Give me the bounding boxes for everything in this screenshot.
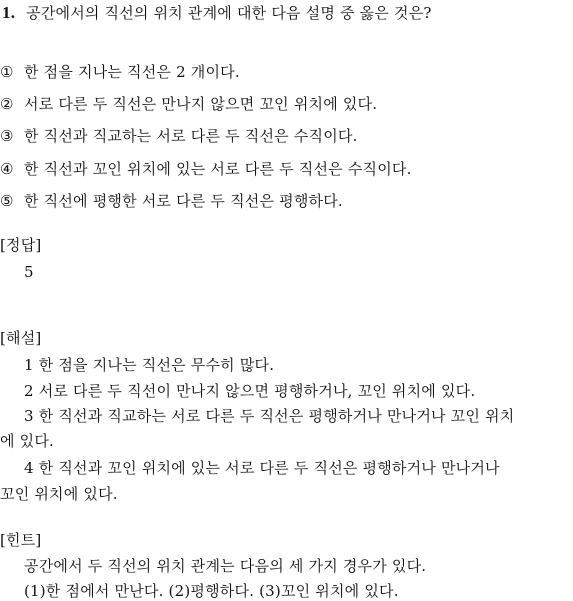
choice-5	[0, 191, 343, 211]
choice-mark: ④	[0, 160, 14, 178]
explanation-line: 4 한 직선과 꼬인 위치에 있는 서로 다른 두 직선은 평행하거나 만나거나	[24, 459, 500, 477]
question-line	[2, 3, 432, 23]
hint-line: (1)한 점에서 만난다. (2)평행하다. (3)꼬인 위치에 있다.	[24, 582, 399, 600]
choice-mark: ③	[0, 127, 14, 145]
choice-text: 한 직선과 직교하는 서로 다른 두 직선은 수직이다.	[24, 127, 358, 145]
hint-line: 공간에서 두 직선의 위치 관계는 다음의 세 가지 경우가 있다.	[24, 557, 427, 575]
explanation-line: 1 한 점을 지나는 직선은 무수히 많다.	[24, 356, 275, 374]
explanation-line: 3 한 직선과 직교하는 서로 다른 두 직선은 평행하거나 만나거나 꼬인 위치	[24, 407, 515, 425]
explanation-line: 꼬인 위치에 있다.	[0, 485, 118, 503]
choice-2	[0, 94, 377, 114]
choice-3	[0, 126, 358, 146]
explanation-heading: [해설]	[0, 329, 42, 347]
choice-4	[0, 159, 412, 179]
hint-heading: [힌트]	[0, 531, 42, 549]
answer-value: 5	[24, 263, 34, 281]
question-number: 1.	[2, 3, 16, 22]
explanation-line: 에 있다.	[0, 432, 55, 450]
answer-heading: [정답]	[0, 236, 42, 254]
choice-mark: ②	[0, 95, 14, 113]
explanation-line: 2 서로 다른 두 직선이 만나지 않으면 평행하거나, 꼬인 위치에 있다.	[24, 382, 476, 400]
choice-text: 한 직선과 꼬인 위치에 있는 서로 다른 두 직선은 수직이다.	[24, 160, 412, 178]
choice-mark: ①	[0, 63, 14, 81]
choice-mark: ⑤	[0, 192, 14, 210]
choice-text: 한 직선에 평행한 서로 다른 두 직선은 평행하다.	[24, 192, 343, 210]
choice-text: 한 점을 지나는 직선은 2 개이다.	[24, 63, 240, 81]
choice-1	[0, 62, 240, 82]
question-text: 공간에서의 직선의 위치 관계에 대한 다음 설명 중 옳은 것은?	[26, 4, 432, 22]
choice-text: 서로 다른 두 직선은 만나지 않으면 꼬인 위치에 있다.	[24, 95, 378, 113]
